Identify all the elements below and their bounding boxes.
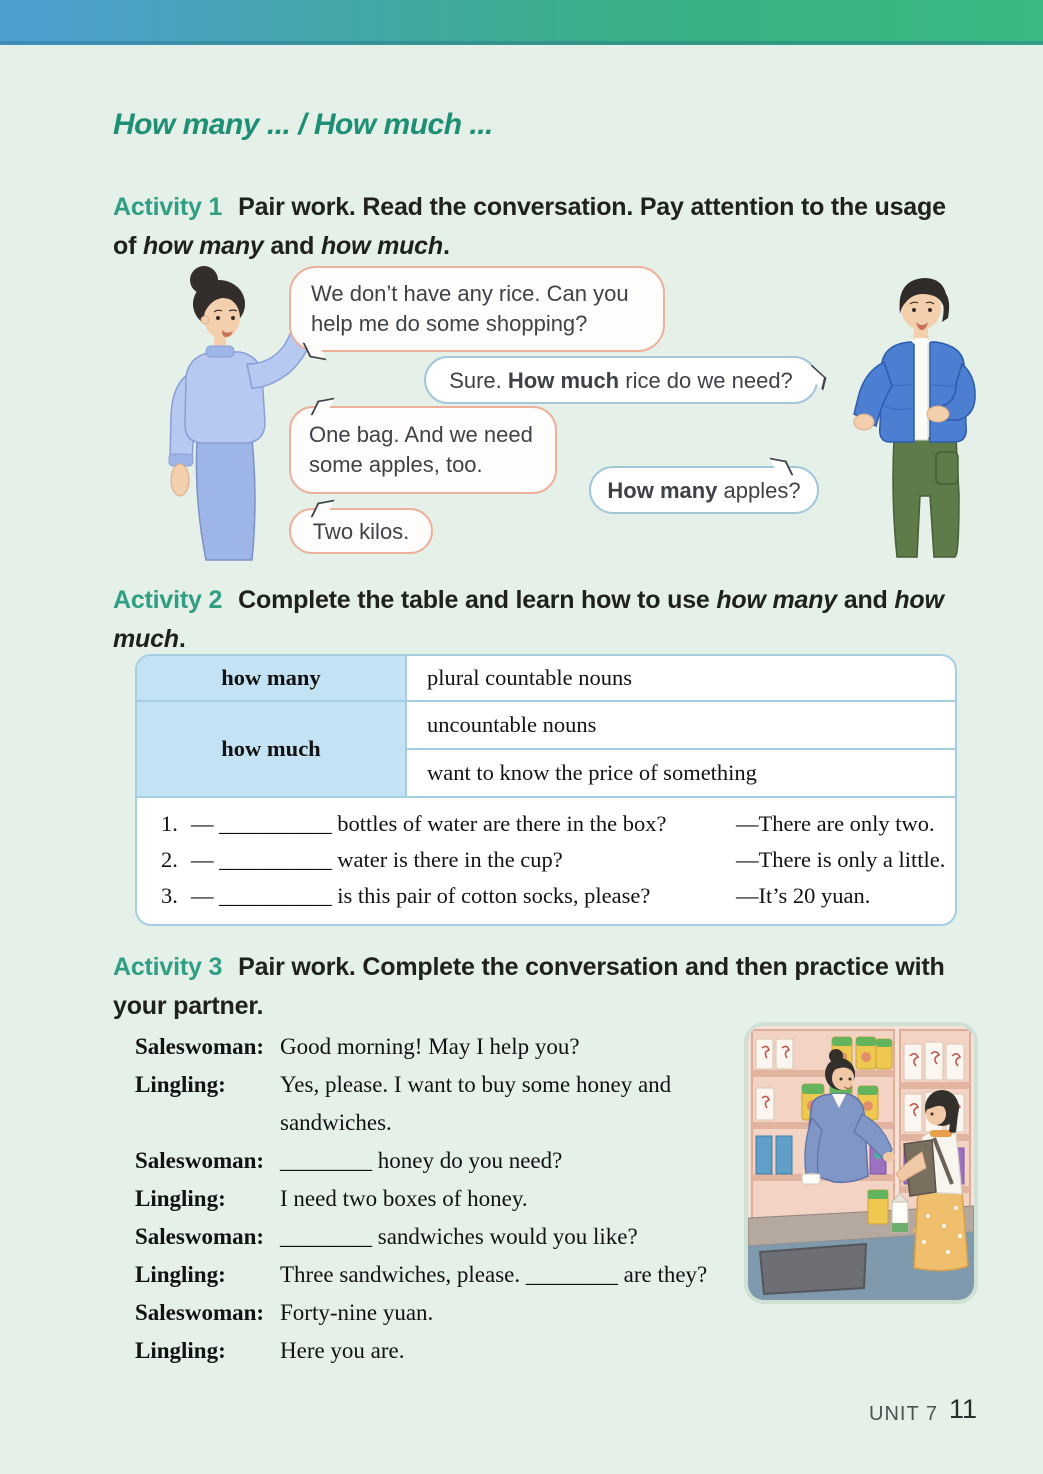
activity1-instruction: and: [263, 232, 321, 260]
exercise-number: 2.: [161, 847, 178, 872]
table-def-price: want to know the price of something: [427, 760, 757, 785]
dialogue-text: I need two boxes of honey.: [280, 1186, 528, 1211]
dialogue-text: Three sandwiches, please. ________ are they?: [280, 1262, 708, 1287]
shop-scene-illustration: [744, 1022, 978, 1304]
table-term-how-much: how much: [137, 702, 407, 796]
shop-counter-svg: [748, 1026, 974, 1300]
bubble-tail: [769, 458, 793, 476]
exercise-row-3: [161, 878, 941, 914]
bubble-bold-text: How much: [507, 368, 620, 393]
table-defs-how-much: [407, 702, 955, 796]
dialogue-row: [135, 1294, 760, 1332]
dialogue-row: [135, 1218, 760, 1256]
activity3-heading: [113, 948, 985, 1026]
activity2-instruction: and: [837, 586, 895, 614]
activity2-instruction: Complete the table and learn how to use: [238, 586, 717, 614]
exercise-answer: —It’s 20 yuan.: [736, 883, 871, 908]
activity2-heading: [113, 581, 985, 659]
exercise-row-2: [161, 842, 946, 878]
speech-bubble-boy-1: [424, 356, 818, 404]
speaker-name: Saleswoman:: [135, 1300, 265, 1325]
table-def-uncountable: uncountable nouns: [407, 702, 955, 750]
speaker-name: Lingling:: [135, 1072, 226, 1097]
exercise-question: — __________ water is there in the cup?: [191, 847, 563, 872]
activity1-instruction-period: .: [442, 232, 450, 260]
speaker-name: Saleswoman:: [135, 1224, 265, 1249]
italic-how: how: [894, 586, 944, 614]
italic-how-much: how much: [320, 232, 443, 260]
exercise-row-1: [161, 806, 941, 842]
dialogue-text: Forty-nine yuan.: [280, 1300, 434, 1325]
italic-how-many: how many: [142, 232, 264, 260]
speech-bubble-woman-2: [289, 406, 557, 494]
conversation-dialogue: [135, 1028, 760, 1370]
speaker-name: Lingling:: [135, 1262, 226, 1287]
top-gradient-bar: [0, 0, 1043, 45]
dialogue-row: [135, 1332, 760, 1370]
exercise-answer: —There are only two.: [736, 811, 935, 836]
dialogue-row: [135, 1180, 760, 1218]
bubble-text: We don’t have any rice. Can you: [311, 281, 629, 306]
page-number: 11: [949, 1394, 978, 1424]
exercise-answer: —There is only a little.: [736, 847, 946, 872]
activity3-label: Activity 3: [113, 953, 223, 981]
dialogue-row: [135, 1256, 760, 1294]
bubble-text: rice do we need?: [619, 368, 793, 393]
speech-bubble-woman-1: [289, 266, 665, 352]
dialogue-text: Here you are.: [280, 1338, 405, 1363]
dialogue-row: [135, 1142, 760, 1180]
exercise-question: — __________ is this pair of cotton socks, please?: [191, 883, 651, 908]
bubble-text: Two kilos.: [312, 519, 410, 544]
bubble-text: apples?: [717, 478, 801, 503]
dialogue-text: [280, 1066, 671, 1142]
speaker-name: Lingling:: [135, 1186, 226, 1211]
unit-label: UNIT 7: [869, 1403, 938, 1425]
activity3-instruction-line2: your partner.: [113, 992, 264, 1020]
italic-much: much: [113, 625, 179, 653]
bubble-bold-text: How many: [607, 478, 718, 503]
speech-bubble-boy-2: [589, 466, 819, 514]
dialogue-text: ________ sandwiches would you like?: [280, 1224, 638, 1249]
activity1-instruction-line2: of: [113, 232, 143, 260]
activity2-instruction-period: .: [178, 625, 186, 653]
fill-in-exercises: [137, 798, 955, 924]
speaker-name: Lingling:: [135, 1338, 226, 1363]
dialogue-text-line2: sandwiches.: [280, 1110, 392, 1135]
dialogue-text: ________ honey do you need?: [280, 1148, 563, 1173]
page-title: How many ... / How much ...: [113, 108, 493, 141]
bubble-text: some apples, too.: [309, 452, 483, 477]
dialogue-text: Good morning! May I help you?: [280, 1034, 580, 1059]
bubble-text: One bag. And we need: [309, 422, 533, 447]
exercise-number: 3.: [161, 883, 178, 908]
grammar-table: [135, 654, 957, 926]
boy-illustration: [852, 270, 997, 567]
italic-how-many: how many: [716, 586, 838, 614]
bubble-text: Sure.: [449, 368, 508, 393]
activity1-heading: [113, 188, 985, 266]
table-row-how-much: [137, 702, 955, 798]
exercise-question: — __________ bottles of water are there in the box?: [191, 811, 667, 836]
activity1-instruction-line1: Pair work. Read the conversation. Pay attention to the usage: [238, 193, 946, 221]
speaker-name: Saleswoman:: [135, 1148, 265, 1173]
table-term-how-many: how many: [137, 656, 407, 700]
speaker-name: Saleswoman:: [135, 1034, 265, 1059]
exercise-number: 1.: [161, 811, 178, 836]
activity1-label: Activity 1: [113, 193, 223, 221]
speech-bubble-woman-3: [289, 508, 433, 554]
dialogue-row: [135, 1066, 760, 1142]
dialogue-text-line1: Yes, please. I want to buy some honey and: [280, 1072, 672, 1097]
table-row-how-many: [137, 656, 955, 702]
boy-gesturing-svg: [852, 270, 997, 562]
activity2-label: Activity 2: [113, 586, 223, 614]
activity3-instruction-line1: Pair work. Complete the conversation and then practice with: [238, 953, 945, 981]
dialogue-row: [135, 1028, 760, 1066]
bubble-text: help me do some shopping?: [311, 311, 588, 336]
bubble-tail: [809, 365, 827, 391]
table-def-plural-countable: plural countable nouns: [427, 665, 632, 690]
